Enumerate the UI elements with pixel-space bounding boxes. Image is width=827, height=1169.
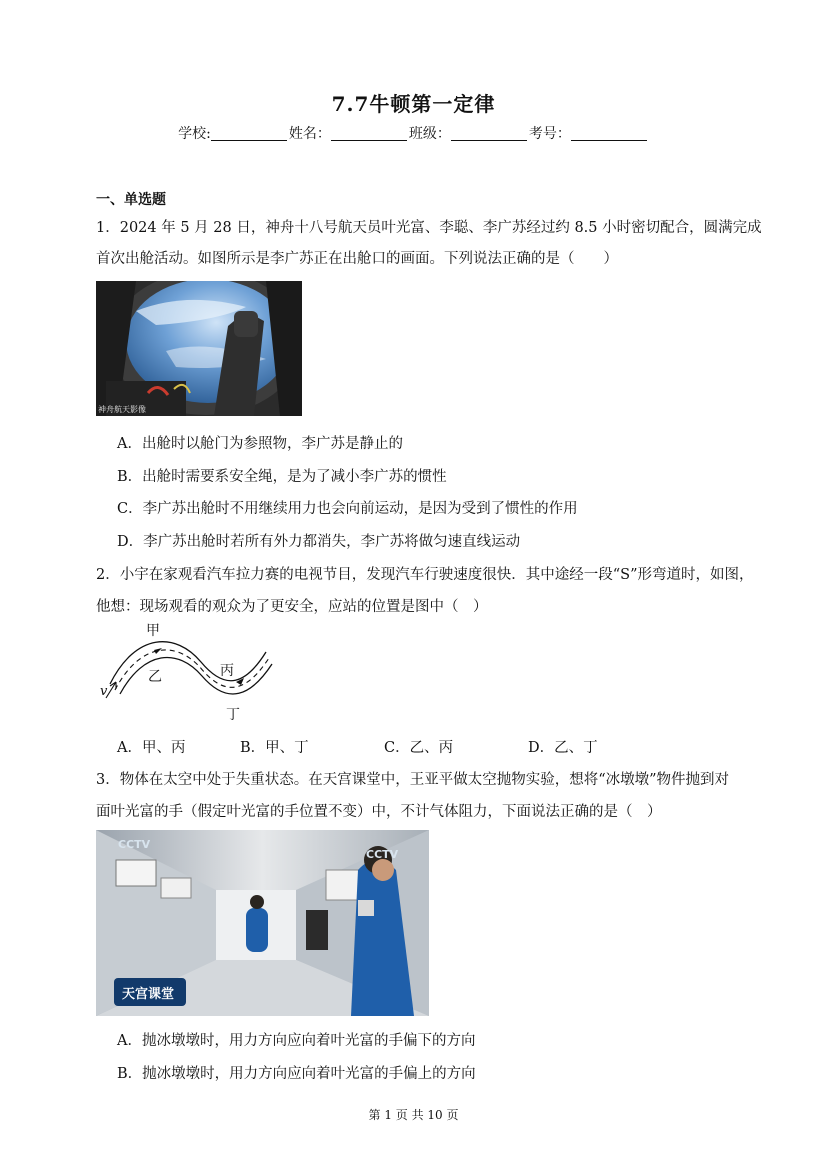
q3-cctv-logo-right: CCTV <box>366 848 399 861</box>
page-footer: 第 1 页 共 10 页 <box>368 1108 459 1122</box>
q2-option-b: B．甲、丁 <box>240 740 309 756</box>
q1-option-a: A．出舱时以舱门为参照物，李广苏是静止的 <box>117 436 403 452</box>
class-label: 班级： <box>408 126 451 142</box>
class-blank <box>451 126 527 141</box>
document-title: 7.7牛顿第一定律 <box>331 92 496 116</box>
exam-no-blank <box>571 126 647 141</box>
q2-option-d: D．乙、丁 <box>528 740 598 756</box>
q3-cctv-logo-left: CCTV <box>118 838 151 851</box>
school-label: 学校: <box>178 126 211 142</box>
q1-stem-line1: 1．2024 年 5 月 28 日，神舟十八号航天员叶光富、李聪、李广苏经过约 8.5 小时密切配合，圆满完成 <box>96 220 762 236</box>
student-info-line <box>0 123 827 143</box>
name-blank <box>331 126 407 141</box>
q1-option-c: C．李广苏出舱时不用继续用力也会向前运动，是因为受到了惯性的作用 <box>117 501 578 517</box>
q1-option-b: B．出舱时需要系安全绳，是为了减小李广苏的惯性 <box>117 469 447 485</box>
q3-tiangong-badge: 天宫课堂 <box>122 987 175 1002</box>
q3-stem-line2: 面叶光富的手（假定叶光富的手位置不变）中，不计气体阻力，下面说法正确的是（ ） <box>96 804 662 820</box>
school-blank <box>211 126 287 141</box>
q2-option-c: C．乙、丙 <box>384 740 454 756</box>
q1-photo-caption: 神舟航天影像 <box>98 405 146 414</box>
q2-option-a: A．甲、丙 <box>117 740 186 756</box>
q2-label-yi: 乙 <box>148 669 162 685</box>
q2-stem-line2: 他想：现场观看的观众为了更安全，应站的位置是图中（ ） <box>96 599 488 615</box>
q2-label-bing: 丙 <box>220 663 234 679</box>
q3-space-station-photo <box>96 830 429 1016</box>
q1-spacewalk-photo <box>96 281 302 416</box>
q2-label-v: v <box>100 684 108 699</box>
q3-stem-line1: 3．物体在太空中处于失重状态。在天宫课堂中，王亚平做太空抛物实验，想将“冰墩墩”物件抛到对 <box>96 772 730 788</box>
q2-label-jia: 甲 <box>146 623 160 639</box>
q1-option-d: D．李广苏出舱时若所有外力都消失，李广苏将做匀速直线运动 <box>117 534 521 550</box>
exam-no-label: 考号： <box>528 126 571 142</box>
q2-stem-line1: 2．小宇在家观看汽车拉力赛的电视节目，发现汽车行驶速度很快．其中途经一段“S”形弯道时，如图， <box>96 567 754 583</box>
q3-option-a: A．抛冰墩墩时，用力方向应向着叶光富的手偏下的方向 <box>117 1033 476 1049</box>
q2-label-ding: 丁 <box>226 707 240 723</box>
q1-stem-line2: 首次出舱活动。如图所示是李广苏正在出舱口的画面。下列说法正确的是（ ） <box>96 251 618 267</box>
q2-s-curve-diagram <box>96 622 276 726</box>
name-label: 姓名： <box>288 126 331 142</box>
q3-option-b: B．抛冰墩墩时，用力方向应向着叶光富的手偏上的方向 <box>117 1066 476 1082</box>
section-title: 一、单选题 <box>96 192 166 208</box>
